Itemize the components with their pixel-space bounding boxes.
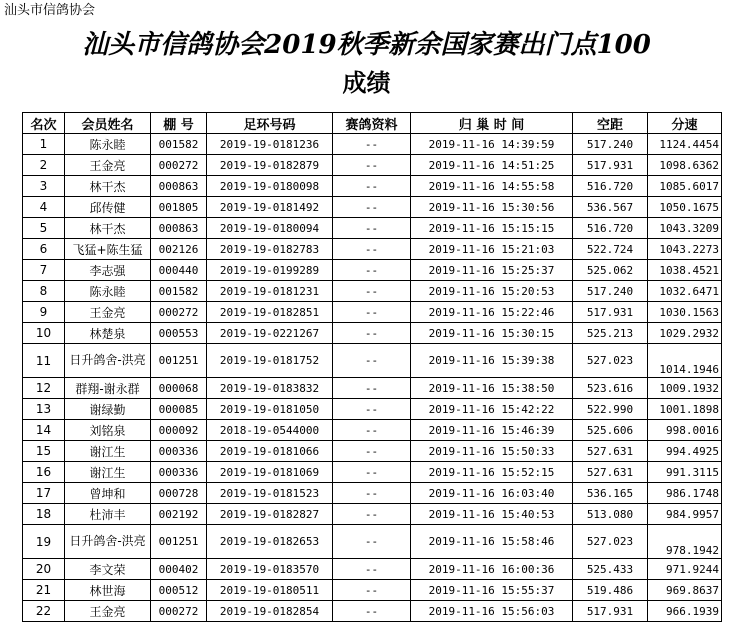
table-row (23, 281, 722, 302)
distance-cell: 522.990 (573, 399, 648, 420)
table-row (23, 483, 722, 504)
pigeon-info-cell: -- (333, 218, 411, 239)
table-row (23, 218, 722, 239)
member-name-cell: 邱传健 (65, 197, 151, 218)
speed-cell: 991.3115 (648, 462, 722, 483)
distance-cell: 517.240 (573, 281, 648, 302)
page-title: 汕头市信鸽协会2019秋季新余国家赛出门点100 (82, 30, 651, 60)
table-row (23, 399, 722, 420)
ring-number-cell: 2019-19-0183570 (207, 559, 333, 580)
distance-cell: 525.213 (573, 323, 648, 344)
loft-number-cell: 000272 (151, 601, 207, 622)
speed-cell: 998.0016 (648, 420, 722, 441)
arrival-time-cell: 2019-11-16 15:40:53 (411, 504, 573, 525)
speed-cell: 1098.6362 (648, 155, 722, 176)
arrival-time-cell: 2019-11-16 16:03:40 (411, 483, 573, 504)
ring-number-cell: 2019-19-0181523 (207, 483, 333, 504)
table-row (23, 378, 722, 399)
pigeon-info-cell: -- (333, 176, 411, 197)
ring-number-cell: 2019-19-0221267 (207, 323, 333, 344)
member-name-cell: 谢绿勤 (65, 399, 151, 420)
pigeon-info-cell: -- (333, 155, 411, 176)
pigeon-info-cell: -- (333, 197, 411, 218)
rank-cell: 8 (23, 281, 65, 302)
loft-number-cell: 000512 (151, 580, 207, 601)
table-row (23, 504, 722, 525)
arrival-time-cell: 2019-11-16 15:46:39 (411, 420, 573, 441)
pigeon-info-cell: -- (333, 441, 411, 462)
rank-cell: 7 (23, 260, 65, 281)
column-header-ring-number: 足环号码 (207, 113, 333, 134)
speed-cell: 978.1942 (648, 525, 722, 559)
loft-number-cell: 000085 (151, 399, 207, 420)
member-name-cell: 曾坤和 (65, 483, 151, 504)
rank-cell: 4 (23, 197, 65, 218)
ring-number-cell: 2019-19-0182783 (207, 239, 333, 260)
column-header-member-name: 会员姓名 (65, 113, 151, 134)
arrival-time-cell: 2019-11-16 15:39:38 (411, 344, 573, 378)
arrival-time-cell: 2019-11-16 15:38:50 (411, 378, 573, 399)
rank-cell: 2 (23, 155, 65, 176)
ring-number-cell: 2019-19-0182854 (207, 601, 333, 622)
member-name-cell: 陈永睦 (65, 134, 151, 155)
pigeon-info-cell: -- (333, 344, 411, 378)
distance-cell: 513.080 (573, 504, 648, 525)
table-row (23, 197, 722, 218)
pigeon-info-cell: -- (333, 525, 411, 559)
distance-cell: 525.606 (573, 420, 648, 441)
distance-cell: 527.631 (573, 441, 648, 462)
pigeon-info-cell: -- (333, 420, 411, 441)
pigeon-info-cell: -- (333, 559, 411, 580)
pigeon-info-cell: -- (333, 302, 411, 323)
pigeon-info-cell: -- (333, 281, 411, 302)
distance-cell: 527.631 (573, 462, 648, 483)
member-name-cell: 林干杰 (65, 176, 151, 197)
pigeon-info-cell: -- (333, 399, 411, 420)
loft-number-cell: 002192 (151, 504, 207, 525)
distance-cell: 517.931 (573, 302, 648, 323)
column-header-speed: 分速 (648, 113, 722, 134)
table-row (23, 323, 722, 344)
speed-cell: 1043.3209 (648, 218, 722, 239)
ring-number-cell: 2018-19-0544000 (207, 420, 333, 441)
member-name-cell: 王金亮 (65, 601, 151, 622)
speed-cell: 994.4925 (648, 441, 722, 462)
loft-number-cell: 000336 (151, 462, 207, 483)
rank-cell: 18 (23, 504, 65, 525)
member-name-cell: 飞猛+陈生猛 (65, 239, 151, 260)
pigeon-info-cell: -- (333, 323, 411, 344)
rank-cell: 16 (23, 462, 65, 483)
table-row (23, 302, 722, 323)
pigeon-info-cell: -- (333, 462, 411, 483)
arrival-time-cell: 2019-11-16 15:50:33 (411, 441, 573, 462)
member-name-cell: 群翔-谢永群 (65, 378, 151, 399)
loft-number-cell: 001582 (151, 281, 207, 302)
loft-number-cell: 001251 (151, 525, 207, 559)
distance-cell: 525.433 (573, 559, 648, 580)
loft-number-cell: 000728 (151, 483, 207, 504)
arrival-time-cell: 2019-11-16 14:51:25 (411, 155, 573, 176)
member-name-cell: 王金亮 (65, 155, 151, 176)
distance-cell: 523.616 (573, 378, 648, 399)
column-header-rank: 名次 (23, 113, 65, 134)
rank-cell: 20 (23, 559, 65, 580)
member-name-cell: 李志强 (65, 260, 151, 281)
distance-cell: 525.062 (573, 260, 648, 281)
ring-number-cell: 2019-19-0183832 (207, 378, 333, 399)
arrival-time-cell: 2019-11-16 15:58:46 (411, 525, 573, 559)
ring-number-cell: 2019-19-0180098 (207, 176, 333, 197)
arrival-time-cell: 2019-11-16 15:52:15 (411, 462, 573, 483)
pigeon-info-cell: -- (333, 134, 411, 155)
arrival-time-cell: 2019-11-16 15:56:03 (411, 601, 573, 622)
distance-cell: 516.720 (573, 218, 648, 239)
ring-number-cell: 2019-19-0181492 (207, 197, 333, 218)
ring-number-cell: 2019-19-0181231 (207, 281, 333, 302)
speed-cell: 1043.2273 (648, 239, 722, 260)
arrival-time-cell: 2019-11-16 15:20:53 (411, 281, 573, 302)
ring-number-cell: 2019-19-0180511 (207, 580, 333, 601)
speed-cell: 1030.1563 (648, 302, 722, 323)
rank-cell: 10 (23, 323, 65, 344)
member-name-cell: 刘铭泉 (65, 420, 151, 441)
distance-cell: 522.724 (573, 239, 648, 260)
rank-cell: 9 (23, 302, 65, 323)
speed-cell: 969.8637 (648, 580, 722, 601)
table-row (23, 601, 722, 622)
pigeon-info-cell: -- (333, 483, 411, 504)
table-row (23, 134, 722, 155)
speed-cell: 1009.1932 (648, 378, 722, 399)
arrival-time-cell: 2019-11-16 16:00:36 (411, 559, 573, 580)
arrival-time-cell: 2019-11-16 15:42:22 (411, 399, 573, 420)
rank-cell: 11 (23, 344, 65, 378)
member-name-cell: 林楚泉 (65, 323, 151, 344)
speed-cell: 1001.1898 (648, 399, 722, 420)
table-row (23, 155, 722, 176)
speed-cell: 986.1748 (648, 483, 722, 504)
member-name-cell: 谢江生 (65, 441, 151, 462)
loft-number-cell: 000440 (151, 260, 207, 281)
loft-number-cell: 000092 (151, 420, 207, 441)
ring-number-cell: 2019-19-0181069 (207, 462, 333, 483)
distance-cell: 517.931 (573, 155, 648, 176)
speed-cell: 966.1939 (648, 601, 722, 622)
loft-number-cell: 000553 (151, 323, 207, 344)
table-row (23, 260, 722, 281)
ring-number-cell: 2019-19-0181236 (207, 134, 333, 155)
org-label: 汕头市信鸽协会 (4, 3, 96, 18)
speed-cell: 971.9244 (648, 559, 722, 580)
pigeon-info-cell: -- (333, 504, 411, 525)
column-header-pigeon-info: 赛鸽资料 (333, 113, 411, 134)
member-name-cell: 林世海 (65, 580, 151, 601)
member-name-cell: 日升鸽舍-洪亮 (65, 525, 151, 559)
table-row (23, 176, 722, 197)
pigeon-info-cell: -- (333, 239, 411, 260)
distance-cell: 516.720 (573, 176, 648, 197)
member-name-cell: 杜沛丰 (65, 504, 151, 525)
arrival-time-cell: 2019-11-16 14:39:59 (411, 134, 573, 155)
rank-cell: 19 (23, 525, 65, 559)
speed-cell: 1029.2932 (648, 323, 722, 344)
loft-number-cell: 000272 (151, 302, 207, 323)
results-table (22, 112, 722, 622)
rank-cell: 1 (23, 134, 65, 155)
speed-cell: 1038.4521 (648, 260, 722, 281)
arrival-time-cell: 2019-11-16 15:25:37 (411, 260, 573, 281)
rank-cell: 6 (23, 239, 65, 260)
distance-cell: 517.240 (573, 134, 648, 155)
member-name-cell: 日升鸽舍-洪亮 (65, 344, 151, 378)
rank-cell: 5 (23, 218, 65, 239)
ring-number-cell: 2019-19-0180094 (207, 218, 333, 239)
distance-cell: 527.023 (573, 525, 648, 559)
table-header-row (23, 113, 722, 134)
column-header-loft-number: 棚 号 (151, 113, 207, 134)
member-name-cell: 李文荣 (65, 559, 151, 580)
rank-cell: 3 (23, 176, 65, 197)
ring-number-cell: 2019-19-0181050 (207, 399, 333, 420)
pigeon-info-cell: -- (333, 260, 411, 281)
table-row (23, 420, 722, 441)
loft-number-cell: 001582 (151, 134, 207, 155)
arrival-time-cell: 2019-11-16 15:30:15 (411, 323, 573, 344)
table-row (23, 525, 722, 559)
arrival-time-cell: 2019-11-16 15:30:56 (411, 197, 573, 218)
ring-number-cell: 2019-19-0181066 (207, 441, 333, 462)
ring-number-cell: 2019-19-0182827 (207, 504, 333, 525)
table-row (23, 441, 722, 462)
distance-cell: 527.023 (573, 344, 648, 378)
pigeon-info-cell: -- (333, 580, 411, 601)
distance-cell: 517.931 (573, 601, 648, 622)
rank-cell: 17 (23, 483, 65, 504)
member-name-cell: 陈永睦 (65, 281, 151, 302)
table-row (23, 344, 722, 378)
speed-cell: 984.9957 (648, 504, 722, 525)
ring-number-cell: 2019-19-0182653 (207, 525, 333, 559)
ring-number-cell: 2019-19-0182879 (207, 155, 333, 176)
loft-number-cell: 002126 (151, 239, 207, 260)
ring-number-cell: 2019-19-0199289 (207, 260, 333, 281)
rank-cell: 12 (23, 378, 65, 399)
loft-number-cell: 000402 (151, 559, 207, 580)
member-name-cell: 林干杰 (65, 218, 151, 239)
arrival-time-cell: 2019-11-16 14:55:58 (411, 176, 573, 197)
table-row (23, 580, 722, 601)
table-row (23, 239, 722, 260)
column-header-arrival-time: 归 巢 时 间 (411, 113, 573, 134)
rank-cell: 14 (23, 420, 65, 441)
ring-number-cell: 2019-19-0181752 (207, 344, 333, 378)
member-name-cell: 谢江生 (65, 462, 151, 483)
speed-cell: 1085.6017 (648, 176, 722, 197)
loft-number-cell: 000863 (151, 218, 207, 239)
rank-cell: 22 (23, 601, 65, 622)
rank-cell: 21 (23, 580, 65, 601)
arrival-time-cell: 2019-11-16 15:15:15 (411, 218, 573, 239)
member-name-cell: 王金亮 (65, 302, 151, 323)
speed-cell: 1032.6471 (648, 281, 722, 302)
loft-number-cell: 000068 (151, 378, 207, 399)
loft-number-cell: 000272 (151, 155, 207, 176)
ring-number-cell: 2019-19-0182851 (207, 302, 333, 323)
loft-number-cell: 000336 (151, 441, 207, 462)
arrival-time-cell: 2019-11-16 15:22:46 (411, 302, 573, 323)
rank-cell: 15 (23, 441, 65, 462)
page-title-line2: 成绩 (342, 68, 391, 97)
loft-number-cell: 000863 (151, 176, 207, 197)
table-row (23, 559, 722, 580)
arrival-time-cell: 2019-11-16 15:21:03 (411, 239, 573, 260)
distance-cell: 536.165 (573, 483, 648, 504)
speed-cell: 1050.1675 (648, 197, 722, 218)
rank-cell: 13 (23, 399, 65, 420)
speed-cell: 1014.1946 (648, 344, 722, 378)
speed-cell: 1124.4454 (648, 134, 722, 155)
table-row (23, 462, 722, 483)
distance-cell: 519.486 (573, 580, 648, 601)
pigeon-info-cell: -- (333, 378, 411, 399)
loft-number-cell: 001251 (151, 344, 207, 378)
distance-cell: 536.567 (573, 197, 648, 218)
column-header-distance: 空距 (573, 113, 648, 134)
arrival-time-cell: 2019-11-16 15:55:37 (411, 580, 573, 601)
pigeon-info-cell: -- (333, 601, 411, 622)
loft-number-cell: 001805 (151, 197, 207, 218)
